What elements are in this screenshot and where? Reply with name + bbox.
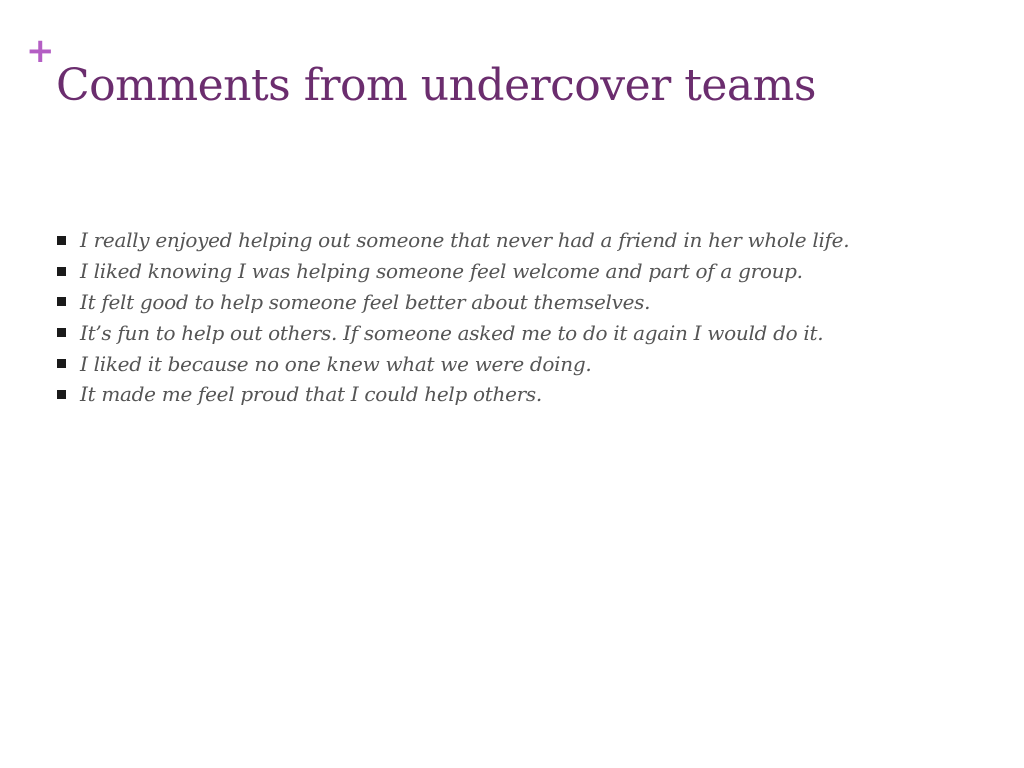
square-bullet-icon bbox=[57, 328, 66, 337]
plus-icon: + bbox=[26, 31, 55, 71]
list-item bbox=[56, 379, 1006, 410]
bullet-text: I liked it because no one knew what we were doing. bbox=[80, 351, 592, 376]
list-item bbox=[56, 317, 1006, 348]
list-item bbox=[56, 287, 1006, 318]
bullet-text: It felt good to help someone feel better about themselves. bbox=[80, 289, 651, 314]
bullet-list bbox=[56, 225, 1006, 410]
bullet-text: It made me feel proud that I could help others. bbox=[80, 382, 542, 407]
bullet-text: I liked knowing I was helping someone feel welcome and part of a group. bbox=[80, 259, 803, 284]
square-bullet-icon bbox=[57, 359, 66, 368]
square-bullet-icon bbox=[57, 236, 66, 245]
square-bullet-icon bbox=[57, 267, 66, 276]
list-item bbox=[56, 225, 1006, 256]
square-bullet-icon bbox=[57, 390, 66, 399]
list-item bbox=[56, 256, 1006, 287]
square-bullet-icon bbox=[57, 297, 66, 306]
list-item bbox=[56, 348, 1006, 379]
bullet-text: I really enjoyed helping out someone that never had a friend in her whole life. bbox=[80, 228, 850, 253]
bullet-text: It’s fun to help out others. If someone asked me to do it again I would do it. bbox=[80, 320, 824, 345]
slide-title: Comments from undercover teams bbox=[56, 60, 816, 111]
